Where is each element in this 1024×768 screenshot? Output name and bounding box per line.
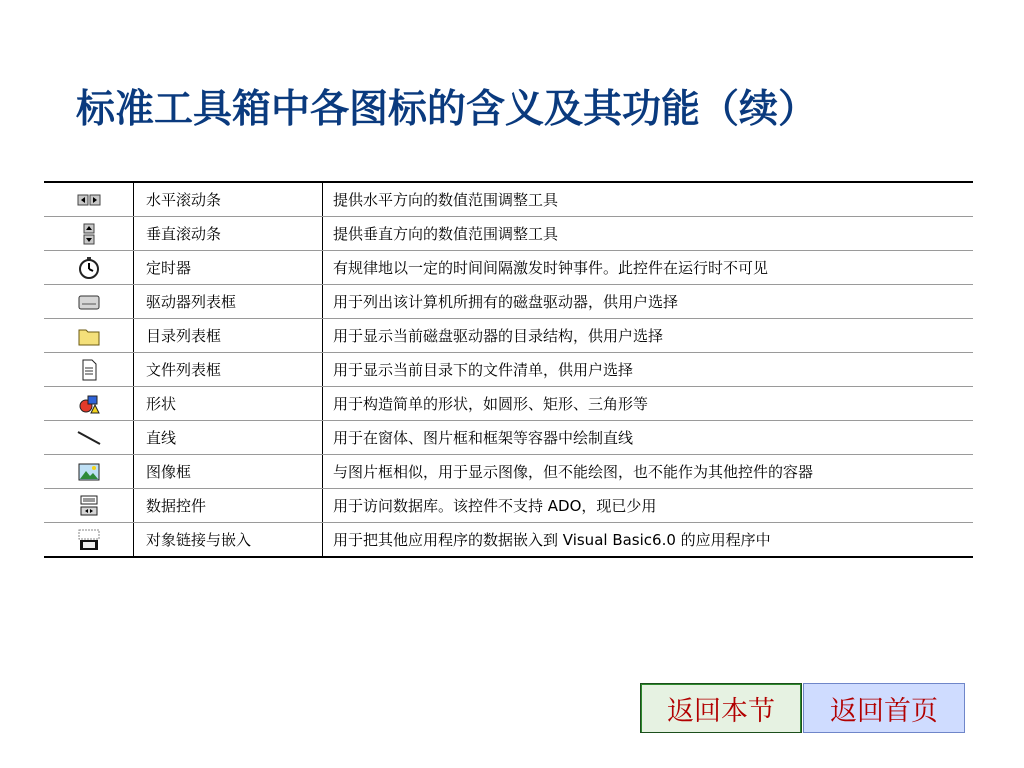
vscrollbar-icon — [77, 223, 101, 245]
shape-icon — [77, 393, 101, 415]
tool-name: 形状 — [134, 387, 323, 421]
tool-desc: 有规律地以一定的时间间隔激发时钟事件。此控件在运行时不可见 — [323, 251, 974, 285]
table-row — [44, 489, 973, 523]
table-row — [44, 182, 973, 217]
tool-desc: 提供水平方向的数值范围调整工具 — [323, 182, 974, 217]
tool-name: 图像框 — [134, 455, 323, 489]
hscrollbar-icon — [77, 189, 101, 211]
table-row — [44, 285, 973, 319]
back-to-home-button[interactable]: 返回首页 — [803, 683, 965, 733]
tool-name: 水平滚动条 — [134, 182, 323, 217]
tool-desc: 用于把其他应用程序的数据嵌入到 Visual Basic6.0 的应用程序中 — [323, 523, 974, 558]
tool-desc: 用于在窗体、图片框和框架等容器中绘制直线 — [323, 421, 974, 455]
back-to-section-button[interactable] — [640, 683, 802, 733]
back-to-section-label: 返回本节 — [642, 685, 800, 732]
tool-name: 目录列表框 — [134, 319, 323, 353]
ole-icon — [77, 529, 101, 551]
tool-name: 驱动器列表框 — [134, 285, 323, 319]
page-title: 标准工具箱中各图标的含义及其功能（续） — [76, 87, 818, 132]
tool-name: 直线 — [134, 421, 323, 455]
tool-name: 数据控件 — [134, 489, 323, 523]
table-row — [44, 387, 973, 421]
table-row — [44, 523, 973, 558]
tool-name: 垂直滚动条 — [134, 217, 323, 251]
table-row — [44, 455, 973, 489]
tool-name: 文件列表框 — [134, 353, 323, 387]
tool-desc: 用于访问数据库。该控件不支持 ADO，现已少用 — [323, 489, 974, 523]
table-row — [44, 353, 973, 387]
tool-desc: 用于显示当前磁盘驱动器的目录结构，供用户选择 — [323, 319, 974, 353]
table-row — [44, 421, 973, 455]
table-row — [44, 217, 973, 251]
table-row — [44, 319, 973, 353]
tools-table — [44, 181, 973, 558]
tool-desc: 与图片框相似，用于显示图像，但不能绘图，也不能作为其他控件的容器 — [323, 455, 974, 489]
tool-name: 对象链接与嵌入 — [134, 523, 323, 558]
drivelist-icon — [77, 291, 101, 313]
table-row — [44, 251, 973, 285]
timer-icon — [77, 257, 101, 279]
image-icon — [77, 461, 101, 483]
tool-desc: 用于列出该计算机所拥有的磁盘驱动器，供用户选择 — [323, 285, 974, 319]
folder-icon — [77, 325, 101, 347]
tool-desc: 用于显示当前目录下的文件清单，供用户选择 — [323, 353, 974, 387]
tool-desc: 提供垂直方向的数值范围调整工具 — [323, 217, 974, 251]
line-icon — [77, 427, 101, 449]
tool-name: 定时器 — [134, 251, 323, 285]
filelist-icon — [77, 359, 101, 381]
data-control-icon — [77, 495, 101, 517]
tool-desc: 用于构造简单的形状，如圆形、矩形、三角形等 — [323, 387, 974, 421]
